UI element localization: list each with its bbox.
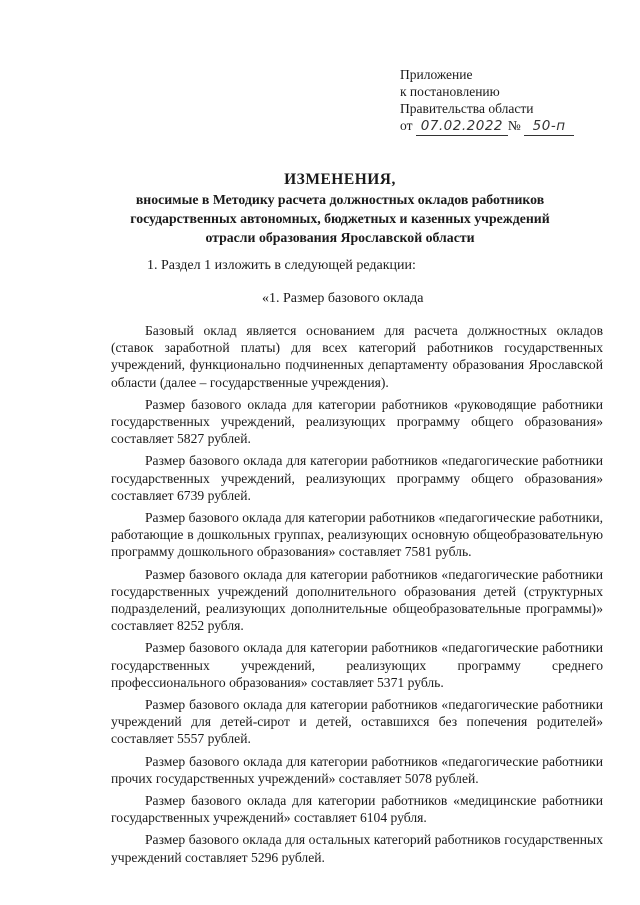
annex-number-sign: № xyxy=(507,118,521,133)
paragraph-4: Размер базового оклада для категории работников «педагогические работники, работающие в дошкольных группах, реализующих основную общеобразовательную программу дошкольного образования» составляет 7581 рубль. xyxy=(111,510,603,560)
section-title: «1. Размер базового оклада xyxy=(262,291,424,306)
annex-date-handwritten: 07.02.2022 xyxy=(416,118,508,136)
paragraph-8: Размер базового оклада для категории работников «педагогические работники прочих государственных учреждений» составляет 5078 рублей. xyxy=(111,753,603,786)
annex-line-3: Правительства области xyxy=(400,101,534,116)
document-body xyxy=(111,322,603,871)
title-line-3: отрасли образования Ярославской области xyxy=(205,230,475,245)
paragraph-3: Размер базового оклада для категории работников «педагогические работники государственных учреждений, реализующих программу общего образования» составляет 6739 рублей. xyxy=(111,453,603,503)
paragraph-2: Размер базового оклада для категории работников «руководящие работники государственных учреждений, реализующих программу общего образования» составляет 5827 рублей. xyxy=(111,396,603,447)
paragraph-9: Размер базового оклада для категории работников «медицинские работники государственных учреждений» составляет 6104 рубля. xyxy=(111,793,603,826)
paragraph-6: Размер базового оклада для категории работников «педагогические работники государственных учреждений, реализующих программу среднего профессионального образования» составляет 5371 рубль. xyxy=(111,640,603,690)
paragraph-1: Базовый оклад является основанием для расчета должностных окладов (ставок заработной платы) для всех категорий работников государственных учреждений, функционально подчиненных департаменту образования Ярославской области (далее – государственные учреждения). xyxy=(111,323,603,390)
annex-line-1: Приложение xyxy=(400,67,473,82)
paragraph-10: Размер базового оклада для остальных категорий работников государственных учреждений составляет 5296 рублей. xyxy=(111,832,603,865)
paragraph-5: Размер базового оклада для категории работников «педагогические работники государственных учреждений дополнительного образования детей (структурных подразделений, реализующих дополнительные общеобразовательные программы)» составляет 8252 рубля. xyxy=(111,566,603,634)
paragraph-7: Размер базового оклада для категории работников «педагогические работники учреждений для детей-сирот и детей, оставшихся без попечения родителей» составляет 5557 рублей. xyxy=(111,697,603,747)
annex-date-line xyxy=(400,117,574,136)
item-1-text: 1. Раздел 1 изложить в следующей редакции: xyxy=(147,258,416,273)
annex-prefix-ot: от xyxy=(400,118,413,133)
document-title xyxy=(100,170,580,247)
title-line-1: вносимые в Методику расчета должностных окладов работников xyxy=(135,192,545,207)
annex-line-2: к постановлению xyxy=(400,84,500,99)
annex-block xyxy=(400,66,574,136)
title-main: ИЗМЕНЕНИЯ, xyxy=(284,171,396,188)
annex-number-handwritten: 50-п xyxy=(524,118,574,136)
title-line-2: государственных автономных, бюджетных и казенных учреждений xyxy=(130,211,550,226)
